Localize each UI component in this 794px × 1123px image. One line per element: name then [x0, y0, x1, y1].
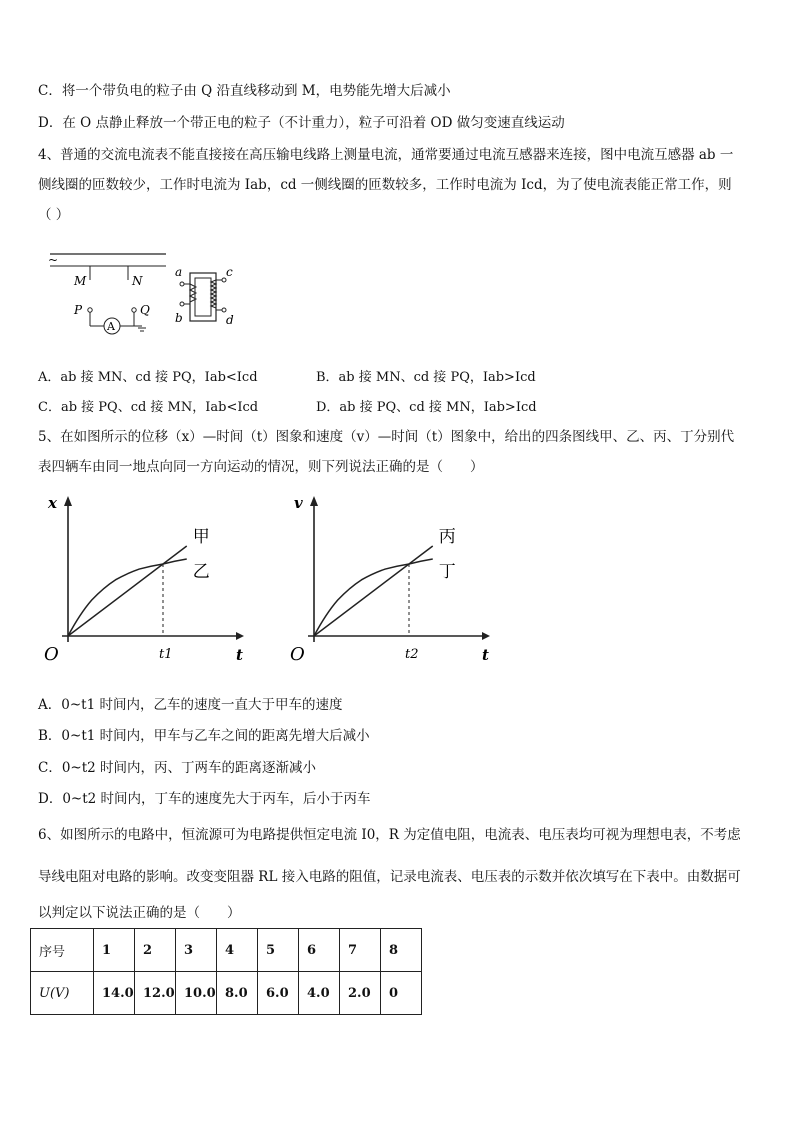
label-m: M: [74, 274, 87, 288]
x-tick-label: t2: [405, 647, 419, 662]
label-b: b: [175, 311, 183, 325]
table-cell: 1: [94, 929, 135, 972]
coil-ab: [190, 284, 196, 302]
table-row-label: U(V): [31, 972, 94, 1015]
table-cell: 7: [340, 929, 381, 972]
table-cell: 2: [135, 929, 176, 972]
table-cell: 4: [217, 929, 258, 972]
series-line-1: [68, 546, 187, 636]
coil-cd: [211, 280, 216, 308]
q5-option-b: B．0~t1 时间内，甲车与乙车之间的距离先增大后减小: [38, 728, 370, 744]
y-axis-arrow: [310, 496, 318, 506]
label-p: P: [74, 303, 83, 317]
table-cell: 4.0: [299, 972, 340, 1015]
q5-option-a: A．0~t1 时间内，乙车的速度一直大于甲车的速度: [38, 697, 343, 713]
table-row: [31, 929, 422, 972]
q4-option-a: A．ab 接 MN、cd 接 PQ，Iab<Icd: [38, 370, 258, 385]
ammeter-label: A: [107, 320, 115, 333]
table-cell: 6: [299, 929, 340, 972]
q6-stem-line3: 以判定以下说法正确的是（ ）: [38, 905, 241, 921]
transformer-core: [190, 273, 216, 321]
label-q: Q: [140, 303, 150, 317]
origin-label: O: [290, 644, 305, 665]
q4-stem-line3: （ ）: [38, 207, 70, 223]
x-axis-arrow: [236, 632, 244, 640]
q4-stem-line2: 侧线圈的匝数较少，工作时电流为 Iab，cd 一侧线圈的匝数较多，工作时电流为 Icd，为了使电流表能正常工作，则: [38, 177, 732, 193]
table-cell: 8.0: [217, 972, 258, 1015]
origin-label: O: [44, 644, 59, 665]
q6-stem-line2: 导线电阻对电路的影响。改变变阻器 RL 接入电路的阻值，记录电流表、电压表的示数并依次填写在下表中。由数据可: [38, 869, 741, 885]
q4-option-b: B．ab 接 MN、cd 接 PQ，Iab>Icd: [316, 370, 536, 385]
table-cell: 10.0: [176, 972, 217, 1015]
table-row: [31, 972, 422, 1015]
series-label-1: 甲: [192, 527, 210, 547]
q5-option-d: D．0~t2 时间内，丁车的速度先大于丙车，后小于丙车: [38, 791, 371, 807]
ground-icon: [134, 326, 146, 331]
x-axis-label: t: [236, 646, 243, 664]
vt-graph: [282, 488, 502, 678]
q6-stem-line1: 6、如图所示的电路中，恒流源可为电路提供恒定电流 I0，R 为定值电阻，电流表、电压表均可视为理想电表，不考虑: [38, 827, 741, 843]
xt-graph: [36, 488, 256, 678]
data-table: [30, 928, 422, 1015]
x-axis-label: t: [482, 646, 489, 664]
y-axis-arrow: [64, 496, 72, 506]
table-header-label: 序号: [31, 929, 94, 972]
label-n: N: [132, 274, 143, 288]
x-axis-arrow: [482, 632, 490, 640]
q5-stem-line1: 5、在如图所示的位移（x）—时间（t）图象和速度（v）—时间（t）图象中，给出的四条图线甲、乙、丙、丁分别代: [38, 429, 735, 445]
y-axis-label: v: [294, 494, 303, 512]
q5-stem-line2: 表四辆车由同一地点向同一方向运动的情况，则下列说法正确的是（ ）: [38, 459, 484, 475]
series-label-2: 乙: [192, 561, 210, 582]
x-tick-label: t1: [159, 647, 173, 662]
table-cell: 8: [381, 929, 422, 972]
table-cell: 6.0: [258, 972, 299, 1015]
series-line-1: [314, 546, 433, 636]
series-line-2: [68, 559, 187, 636]
table-cell: 12.0: [135, 972, 176, 1015]
ac-symbol: ~: [48, 253, 59, 267]
series-line-2: [314, 559, 433, 636]
q3-option-c: C．将一个带负电的粒子由 Q 沿直线移动到 M，电势能先增大后减小: [38, 83, 451, 99]
series-label-2: 丁: [438, 561, 456, 582]
current-transformer-diagram: [38, 240, 248, 340]
table-cell: 2.0: [340, 972, 381, 1015]
q4-option-d: D．ab 接 PQ、cd 接 MN，Iab>Icd: [316, 400, 537, 415]
q3-option-d: D．在 O 点静止释放一个带正电的粒子（不计重力），粒子可沿着 OD 做匀变速直线运动: [38, 115, 565, 131]
series-label-1: 丙: [438, 527, 456, 547]
q4-stem-line1: 4、普通的交流电流表不能直接接在高压输电线路上测量电流，通常要通过电流互感器来连接，图中电流互感器 ab 一: [38, 147, 734, 163]
label-d: d: [226, 313, 234, 327]
q4-option-c: C．ab 接 PQ、cd 接 MN，Iab<Icd: [38, 400, 259, 415]
table-cell: 5: [258, 929, 299, 972]
table-cell: 14.0: [94, 972, 135, 1015]
label-a: a: [175, 265, 183, 279]
y-axis-label: x: [48, 494, 57, 512]
q5-option-c: C．0~t2 时间内，丙、丁两车的距离逐渐减小: [38, 760, 317, 776]
label-c: c: [226, 265, 233, 279]
table-cell: 0: [381, 972, 422, 1015]
table-cell: 3: [176, 929, 217, 972]
